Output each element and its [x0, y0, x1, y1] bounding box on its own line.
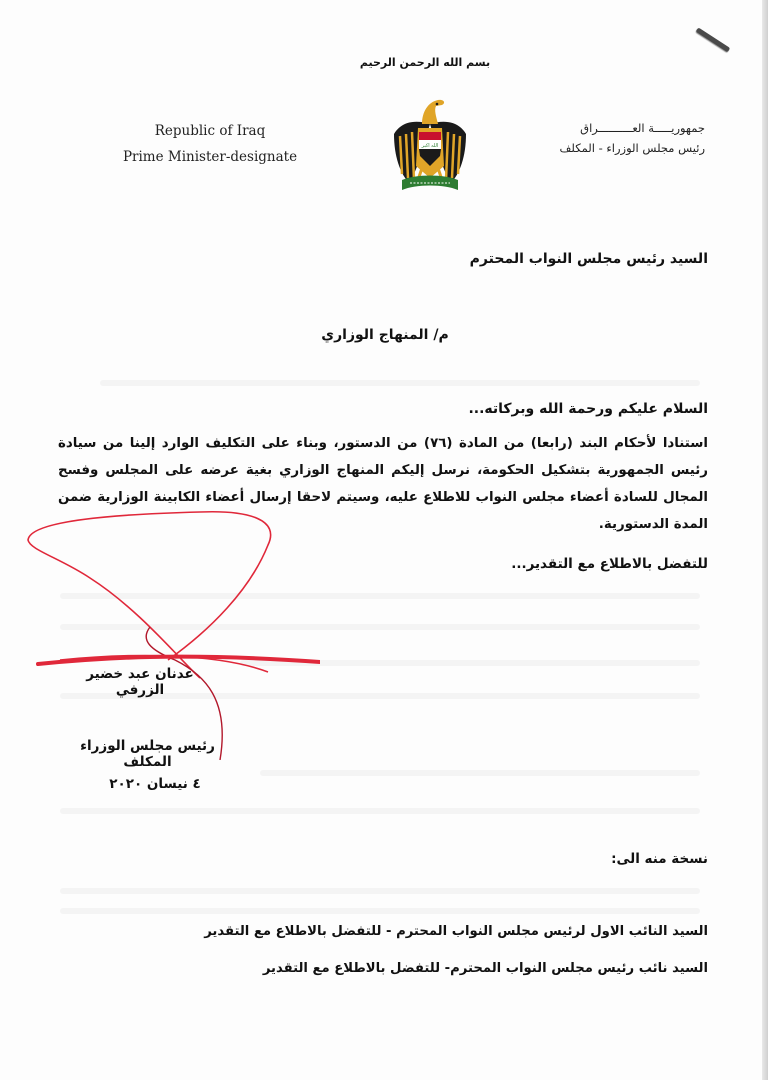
- cc-recipient: السيد نائب رئيس مجلس النواب المحترم- للتفضل بالاطلاع مع التقدير: [262, 961, 708, 976]
- body-paragraph: استنادا لأحكام البند (رابعا) من المادة (٧٦) من الدستور، وبناء على التكليف الوارد إلينا من سيادة رئيس الجمهورية بتشكيل الحكومة، نرسل إليكم المنهاج الوزاري بغية عرضه على المجلس وفسح المجال للسادة أعضاء مجلس النواب للاطلاع عليه، وسيتم لاحقا إرسال أعضاء الكابينة الوزارية ضمن المدة الدستورية.: [58, 436, 708, 532]
- bleed-through-line: [60, 908, 700, 914]
- greeting: السلام عليكم ورحمة الله وبركاته...: [468, 401, 708, 417]
- handwritten-signature-icon: [0, 500, 320, 760]
- header-en-country: Republic of Iraq: [154, 123, 266, 139]
- bleed-through-line: [240, 660, 700, 666]
- bleed-through-line: [260, 770, 700, 776]
- cc-recipient: السيد النائب الاول لرئيس مجلس النواب المحترم - للتفضل بالاطلاع مع التقدير: [204, 924, 708, 939]
- signatory-title: رئيس مجلس الوزراء المكلف: [80, 738, 215, 770]
- closing-line: للتفضل بالاطلاع مع التقدير...: [511, 556, 708, 572]
- bleed-through-line: [60, 888, 700, 894]
- addressee: السيد رئيس مجلس النواب المحترم: [469, 251, 708, 267]
- header-en-office: Prime Minister-designate: [122, 149, 298, 165]
- header-ar-office: رئيس مجلس الوزراء - المكلف: [559, 141, 705, 155]
- header-ar-country: جمهوريـــــة العــــــــــراق: [580, 121, 705, 135]
- cc-label: نسخة منه الى:: [611, 851, 708, 867]
- basmala: بسم الله الرحمن الرحيم: [359, 56, 491, 69]
- page-edge-shadow: [762, 0, 768, 1080]
- bleed-through-line: [60, 808, 700, 814]
- bleed-through-line: [100, 380, 700, 386]
- staple-icon: [696, 27, 731, 52]
- iraq-coat-of-arms-icon: [388, 94, 472, 198]
- subject-line: م/ المنهاج الوزاري: [321, 327, 449, 343]
- header-arabic: [520, 118, 705, 158]
- letter-date: ٤ نيسان ٢٠٢٠: [109, 776, 201, 792]
- signatory-name: عدنان عبد خضير الزرفي: [86, 666, 194, 698]
- bleed-through-line: [60, 624, 700, 630]
- svg-text:الله اكبر: الله اكبر: [421, 143, 439, 149]
- bleed-through-line: [60, 593, 700, 599]
- header-english: [110, 118, 310, 170]
